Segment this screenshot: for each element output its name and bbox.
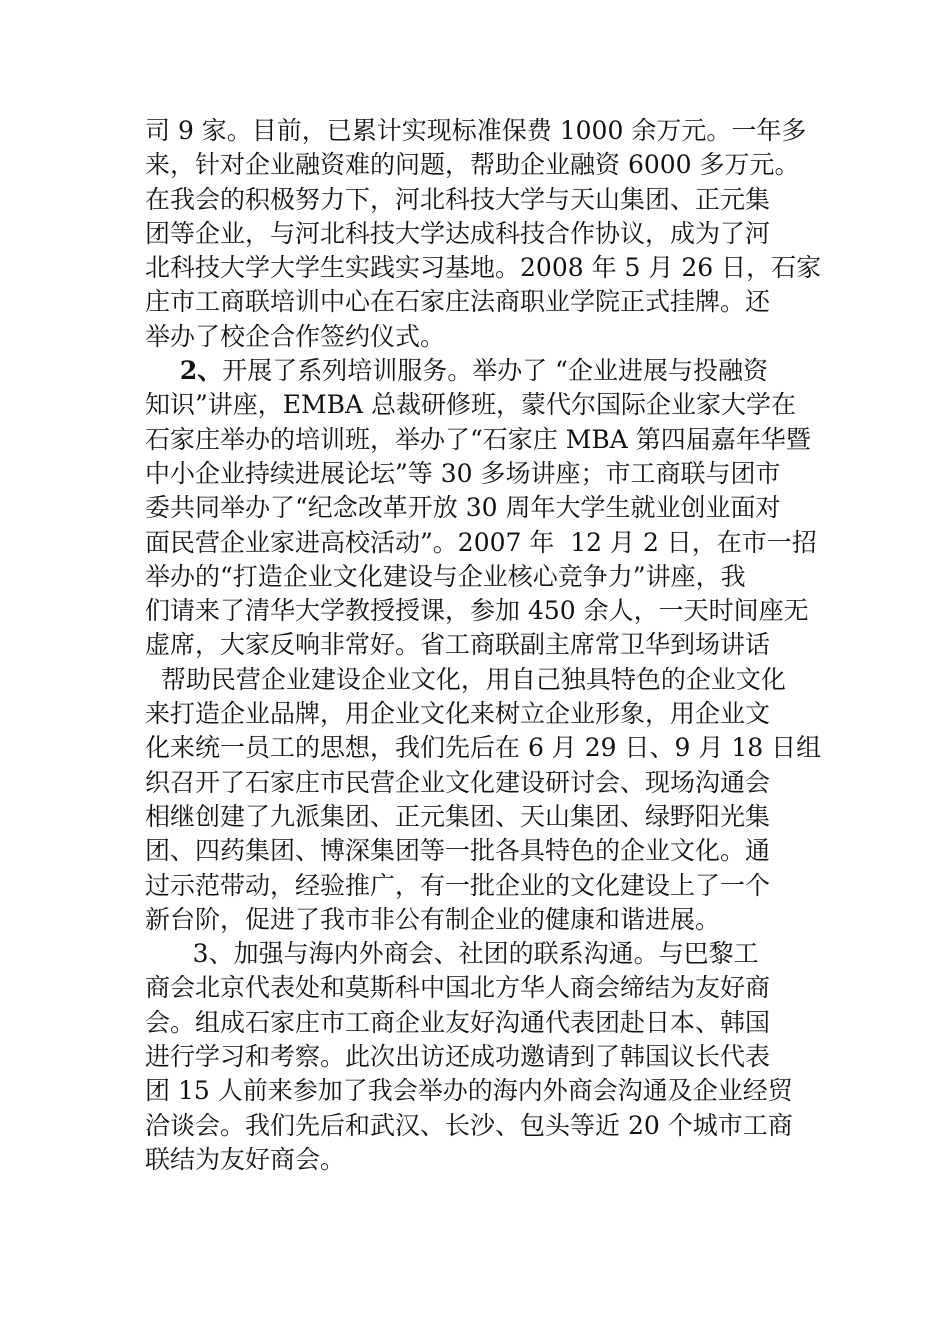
text-line: 洽谈会。我们先后和武汉、长沙、包头等近 20 个城市工商 bbox=[145, 1110, 793, 1140]
text-line: 举办了校企合作签约仪式。 bbox=[145, 321, 446, 351]
text-line: 来，针对企业融资难的问题，帮助企业融资 6000 多万元。 bbox=[145, 150, 800, 180]
text-line: 商会北京代表处和莫斯科中国北方华人商会缔结为友好商 bbox=[145, 973, 771, 1003]
text-line: 庄市工商联培训中心在石家庄法商职业学院正式挂牌。还 bbox=[145, 287, 771, 317]
text-line: 相继创建了九派集团、正元集团、天山集团、绿野阳光集 bbox=[145, 801, 771, 831]
text-line: 委共同举办了“纪念改革开放 30 周年大学生就业创业面对 bbox=[145, 493, 781, 523]
paragraph-2 bbox=[145, 354, 822, 937]
text-line: 进行学习和考察。此次出访还成功邀请到了韩国议长代表 bbox=[145, 1042, 771, 1072]
text-line: 中小企业持续进展论坛”等 30 多场讲座；市工商联与团市 bbox=[145, 458, 781, 488]
text-line: 团等企业，与河北科技大学达成科技合作协议，成为了河 bbox=[145, 218, 771, 248]
text-line: 虚席，大家反响非常好。省工商联副主席常卫华到场讲话 bbox=[145, 630, 771, 660]
text-line: 在我会的积极努力下，河北科技大学与天山集团、正元集 bbox=[145, 184, 771, 214]
text-line: 司 9 家。目前，已累计实现标准保费 1000 余万元。一年多 bbox=[145, 116, 807, 145]
text-line: 面民营企业家进高校活动”。2007 年 12 月 2 日，在市一招 bbox=[145, 527, 817, 557]
text-line: 联结为友好商会。 bbox=[145, 1144, 346, 1174]
text-line: 北科技大学大学生实践实习基地。2008 年 5 月 26 日，石家 bbox=[145, 253, 822, 283]
text-line: 团、四药集团、博深集团等一批各具特色的企业文化。通 bbox=[145, 836, 771, 866]
text-line: 团 15 人前来参加了我会举办的海内外商会沟通及企业经贸 bbox=[145, 1076, 793, 1106]
text-line-content: 开展了系列培训服务。举办了 “企业进展与投融资 bbox=[222, 356, 768, 386]
text-line bbox=[145, 354, 815, 388]
text-line: 会。组成石家庄市工商企业友好沟通代表团赴日本、韩国 bbox=[145, 1007, 771, 1037]
text-line: 举办的“打造企业文化建设与企业核心竞争力”讲座，我 bbox=[145, 561, 746, 591]
text-line: 来打造企业品牌，用企业文化来树立企业形象，用企业文 bbox=[145, 699, 771, 729]
text-line: 石家庄举办的培训班，举办了“石家庄 MBA 第四届嘉年华暨 bbox=[145, 424, 811, 454]
text-line: 知识”讲座，EMBA 总裁研修班，蒙代尔国际企业家大学在 bbox=[145, 390, 797, 420]
text-line: 帮助民营企业建设企业文化，用自己独具特色的企业文化 bbox=[145, 664, 786, 694]
text-line: 过示范带动，经验推广，有一批企业的文化建设上了一个 bbox=[145, 870, 771, 900]
paragraph-3 bbox=[145, 937, 815, 1177]
text-line: 织召开了石家庄市民营企业文化建设研讨会、现场沟通会 bbox=[145, 767, 771, 797]
text-line: 3、加强与海内外商会、社团的联系沟通。与巴黎工 bbox=[145, 939, 759, 969]
text-line: 们请来了清华大学教授授课，参加 450 余人，一天时间座无 bbox=[145, 596, 809, 626]
text-line: 化来统一员工的思想，我们先后在 6 月 29 日、9 月 18 日组 bbox=[145, 733, 822, 763]
section-number: 2、 bbox=[145, 356, 223, 386]
document-body bbox=[145, 114, 822, 1177]
paragraph-1 bbox=[145, 114, 822, 354]
text-line: 新台阶，促进了我市非公有制企业的健康和谐进展。 bbox=[145, 904, 721, 934]
